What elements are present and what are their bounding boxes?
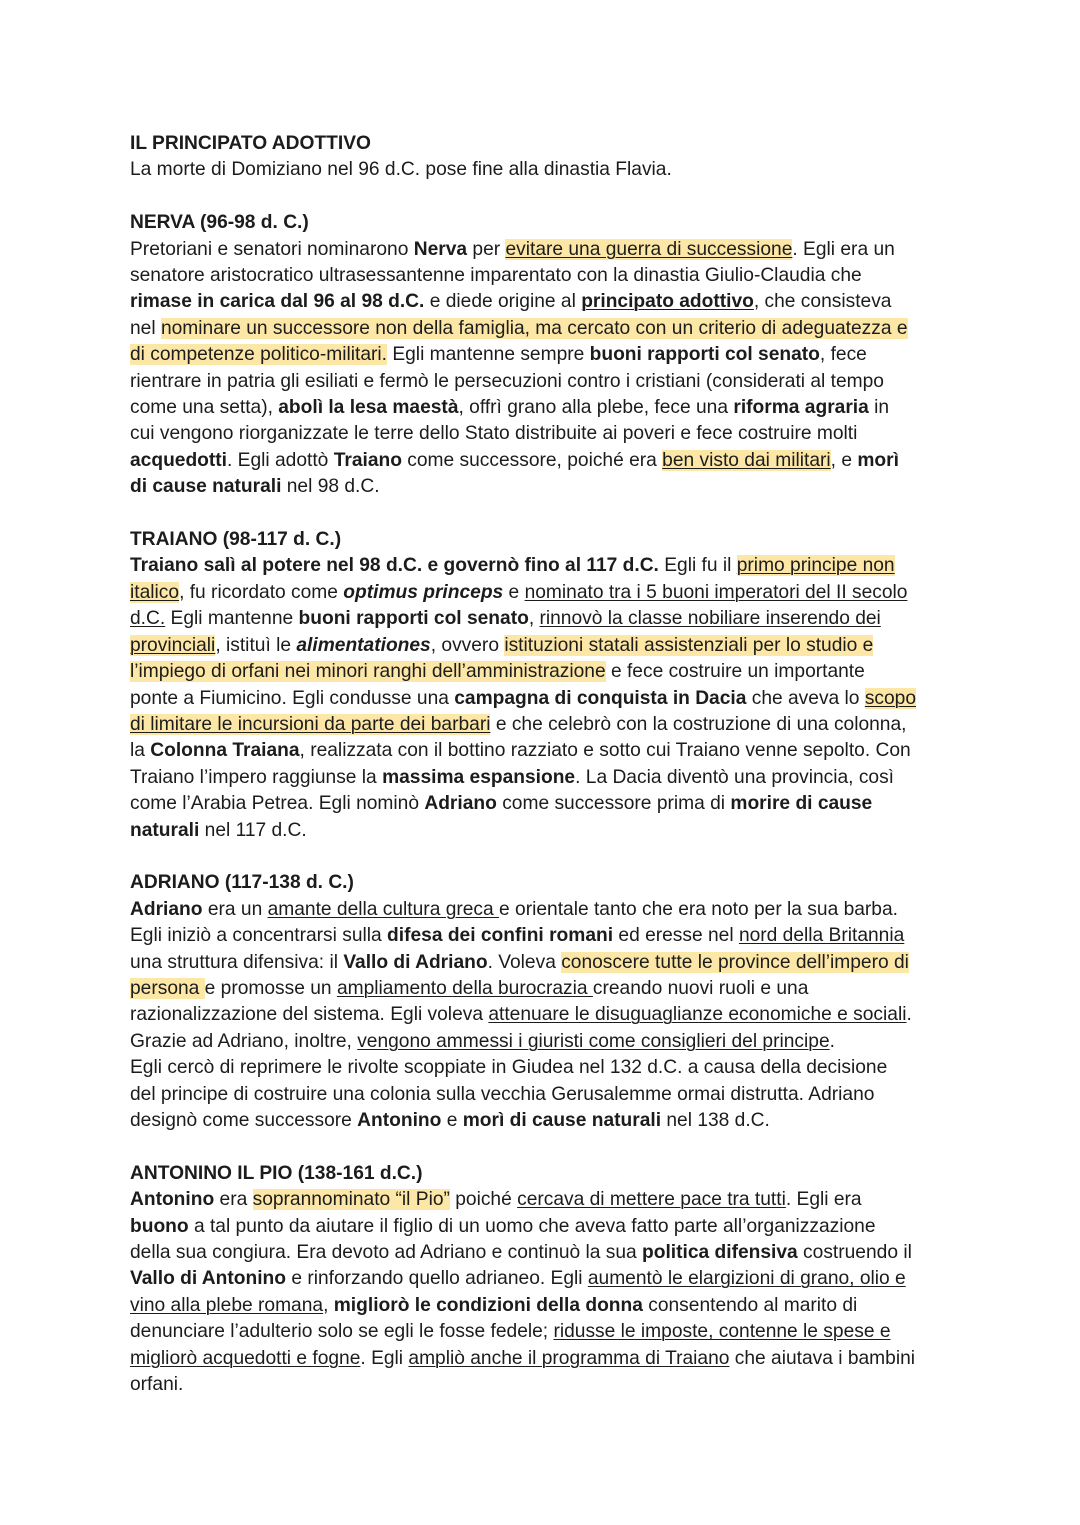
section-paragraph — [130, 157, 960, 183]
text-run: orfani. — [130, 1374, 184, 1396]
section-heading: TRAIANO (98-117 d. C.) — [130, 529, 342, 551]
bold-text: acquedotti — [130, 449, 228, 471]
text-run: e promosse un — [204, 977, 337, 999]
bold-text: di cause naturali — [130, 476, 282, 498]
text-run: e rinforzando quello adrianeo. Egli — [285, 1268, 588, 1290]
text-run: , fece — [819, 344, 867, 366]
document-page — [130, 131, 960, 1425]
underlined-text: amante della cultura greca — [267, 898, 500, 920]
section-heading: ANTONINO IL PIO (138-161 d.C.) — [130, 1162, 423, 1184]
text-run: e — [503, 581, 525, 603]
text-line — [130, 1293, 960, 1319]
text-run: . — [906, 1004, 912, 1026]
text-line — [130, 448, 960, 474]
text-run: poiché — [449, 1189, 518, 1211]
text-run: costruendo il — [797, 1242, 912, 1263]
text-run: La morte di Domiziano nel 96 d.C. pose fine alla dinastia Flavia. — [130, 159, 672, 181]
bold-text: campagna di conquista in Dacia — [454, 687, 747, 709]
section — [130, 527, 960, 844]
bold-text: Vallo di Adriano — [343, 951, 488, 973]
bold-text: Traiano — [333, 449, 402, 471]
bold-text: optimus princeps — [343, 581, 504, 603]
text-run: Egli cercò di reprimere le rivolte scoppiate in Giudea nel 132 d.C. a causa della decisione — [130, 1057, 888, 1079]
bold-text: Colonna Traiana — [150, 740, 300, 762]
text-run: ed eresse nel — [613, 925, 739, 947]
text-line — [130, 1029, 960, 1055]
text-run: e che celebrò con la costruzione di una colonna, — [490, 713, 907, 735]
underlined-text: nominato tra i 5 buoni imperatori del II secolo — [524, 581, 908, 603]
bold-text: Vallo di Antonino — [130, 1268, 286, 1290]
text-run: razionalizzazione del sistema. Egli voleva — [130, 1004, 489, 1026]
underlined-text: ampliamento della burocrazia — [336, 977, 593, 999]
highlighted-text: soprannominato “il Pio” — [252, 1189, 450, 1211]
underlined-text: vengono ammessi i giuristi come consiglieri del principe — [357, 1030, 830, 1052]
bold-text: buono — [130, 1215, 189, 1237]
text-run: , — [323, 1294, 334, 1316]
underlined-text: attenuare le disuguaglianze economiche e sociali — [488, 1004, 907, 1026]
section — [130, 1161, 960, 1399]
highlighted-text: provinciali — [130, 634, 216, 656]
text-line — [130, 923, 960, 949]
bold-text: buoni rapporti col senato — [589, 344, 820, 366]
text-run: della sua congiura. Era devoto ad Adriano e continuò la sua — [130, 1242, 643, 1263]
text-run: ponte a Fiumicino. Egli condusse una — [130, 687, 455, 709]
text-run: che aveva lo — [746, 687, 865, 709]
text-run: , ovvero — [430, 634, 505, 656]
text-run: Egli mantenne — [165, 608, 299, 630]
highlighted-text: istituzioni statali assistenziali per lo studio e — [504, 634, 874, 656]
underlined-text: cercava di mettere pace tra tutti — [517, 1189, 786, 1211]
underlined-text: ampliò anche il programma di Traiano — [408, 1347, 730, 1369]
text-run: designò come successore — [130, 1109, 358, 1131]
text-run: Egli fu il — [658, 555, 737, 577]
text-run: , fu ricordato come — [179, 581, 344, 603]
bold-text: politica difensiva — [642, 1242, 798, 1263]
highlighted-text: di limitare le incursioni da parte dei barbari — [130, 713, 491, 735]
text-run: creando nuovi ruoli e una — [592, 977, 809, 999]
text-line — [130, 421, 960, 447]
text-run: nel 117 d.C. — [199, 819, 307, 841]
text-run: e — [441, 1109, 463, 1131]
text-line — [130, 633, 960, 659]
text-run: . Egli era — [785, 1189, 862, 1211]
text-run: come l’Arabia Petrea. Egli nominò — [130, 793, 425, 815]
highlighted-text: persona — [130, 977, 205, 999]
bold-text: abolì la lesa maestà — [278, 397, 459, 419]
bold-text: Adriano — [424, 793, 497, 815]
bold-text: Traiano salì al potere nel 98 d.C. e governò fino al 117 d.C. — [130, 555, 659, 577]
section-paragraph — [130, 237, 960, 501]
text-line — [130, 712, 960, 738]
text-run: del principe di costruire una colonia sulla vecchia Gerusalemme ormai distrutta. Adriano — [130, 1083, 875, 1105]
text-line — [130, 659, 960, 685]
text-line — [130, 818, 960, 844]
text-run: denunciare l’adulterio solo se egli le fosse fedele; — [130, 1321, 554, 1343]
bold-text: morire di cause — [730, 793, 873, 815]
text-run: per — [467, 238, 506, 260]
section-paragraph — [130, 897, 960, 1135]
text-run: Pretoriani e senatori nominarono — [130, 238, 414, 260]
text-run: , offrì grano alla plebe, fece una — [458, 397, 734, 419]
text-line — [130, 289, 960, 315]
bold-text: massima espansione — [382, 766, 576, 788]
highlighted-text: scopo — [864, 687, 917, 709]
text-line — [130, 1108, 960, 1134]
bold-text: alimentationes — [296, 634, 431, 656]
section-paragraph — [130, 553, 960, 843]
text-run: e diede origine al — [424, 291, 582, 313]
text-run: e fece costruire un importante — [605, 661, 865, 683]
highlighted-text: primo principe non — [736, 555, 895, 577]
text-line — [130, 606, 960, 632]
bold-text: difesa dei confini romani — [387, 925, 614, 947]
highlighted-text: di competenze politico-militari. — [130, 344, 387, 366]
text-line — [130, 686, 960, 712]
document-body — [130, 131, 960, 1398]
bold-text: morì — [857, 449, 899, 471]
bold-text: riforma agraria — [733, 397, 869, 419]
text-line — [130, 765, 960, 791]
text-line — [130, 976, 960, 1002]
section-paragraph — [130, 1187, 960, 1398]
text-run: in — [868, 397, 890, 419]
text-run: come una setta), — [130, 397, 279, 419]
section-heading: NERVA (96-98 d. C.) — [130, 212, 309, 234]
text-line — [130, 1187, 960, 1213]
underlined-text: migliorò acquedotti e fogne — [130, 1347, 361, 1369]
highlighted-text: evitare una guerra di successione — [505, 238, 793, 260]
text-run: a tal punto da aiutare il figlio di un uomo che aveva fatto parte all’organizzazione — [188, 1215, 876, 1237]
text-line — [130, 1082, 960, 1108]
bold-text: buoni rapporti col senato — [298, 608, 529, 630]
text-run: Egli mantenne sempre — [387, 344, 590, 366]
text-run: Traiano l’impero raggiunse la — [130, 766, 383, 788]
section — [130, 131, 960, 184]
underlined-text: vino alla plebe romana — [130, 1294, 324, 1316]
text-line — [130, 1002, 960, 1028]
text-line — [130, 553, 960, 579]
text-run: cui vengono riorganizzate le terre dello Stato distribuite ai poveri e fece costruire molti — [130, 423, 858, 445]
bold-text: naturali — [130, 819, 200, 841]
text-run: era — [214, 1189, 253, 1211]
bold-text: migliorò le condizioni della donna — [333, 1294, 643, 1316]
text-run: Grazie ad Adriano, inoltre, — [130, 1030, 358, 1052]
text-run: rientrare in patria gli esiliati e fermò le persecuzioni contro i cristiani (considerati al tempo — [130, 370, 884, 392]
bold-text: Antonino — [130, 1189, 215, 1211]
highlighted-text: italico — [130, 581, 180, 603]
highlighted-text: nominare un successore non della famiglia, ma cercato con un criterio di adeguatezza e — [160, 317, 908, 339]
text-line — [130, 1319, 960, 1345]
text-run: . Egli — [360, 1347, 409, 1369]
text-run: , realizzata con il bottino razziato e sotto cui Traiano venne sepolto. Con — [299, 740, 911, 762]
text-line — [130, 791, 960, 817]
text-run: , che consisteva — [753, 291, 892, 313]
underlined-text: d.C. — [130, 608, 166, 630]
underlined-text: rinnovò la classe nobiliare inserendo dei — [539, 608, 881, 630]
text-line — [130, 395, 960, 421]
text-run: come successore, poiché era — [401, 449, 663, 471]
underlined-text: principato adottivo — [581, 291, 754, 313]
text-line — [130, 1240, 960, 1266]
text-run: la — [130, 740, 151, 762]
text-run: nel 98 d.C. — [281, 476, 380, 498]
text-line — [130, 1372, 960, 1398]
bold-text: Adriano — [130, 898, 203, 920]
underlined-text: aumentò le elargizioni di grano, olio e — [587, 1268, 906, 1290]
text-line — [130, 237, 960, 263]
text-run: Egli iniziò a concentrarsi sulla — [130, 925, 388, 947]
highlighted-text: conoscere tutte le province dell’impero di — [561, 951, 909, 973]
text-line — [130, 1055, 960, 1081]
text-run: e orientale tanto che era noto per la sua barba. — [499, 898, 898, 920]
text-line — [130, 950, 960, 976]
section — [130, 870, 960, 1134]
underlined-text: ridusse le imposte, contenne le spese e — [553, 1321, 891, 1343]
text-run: nel 138 d.C. — [661, 1109, 770, 1131]
text-run: una struttura difensiva: il — [130, 951, 344, 973]
highlighted-text: ben visto dai militari — [662, 449, 831, 471]
text-run: . Voleva — [487, 951, 562, 973]
text-run: . Egli era un — [792, 238, 895, 260]
text-line — [130, 369, 960, 395]
text-line — [130, 157, 960, 183]
section-heading: IL PRINCIPATO ADOTTIVO — [130, 133, 371, 154]
underlined-text: nord della Britannia — [738, 925, 905, 947]
bold-text: rimase in carica dal 96 al 98 d.C. — [130, 291, 425, 313]
text-run: come successore prima di — [496, 793, 731, 815]
text-run: senatore aristocratico ultrasessantenne imparentato con la dinastia Giulio-Claudia che — [130, 265, 862, 287]
text-run: , — [528, 608, 540, 630]
text-run: . Egli adottò — [227, 449, 334, 471]
text-line — [130, 738, 960, 764]
text-run: consentendo al marito di — [642, 1294, 858, 1316]
text-run: , e — [830, 449, 858, 471]
section — [130, 210, 960, 500]
text-line — [130, 1266, 960, 1292]
text-run: , istituì le — [215, 634, 297, 656]
text-line — [130, 316, 960, 342]
highlighted-text: l’impiego di orfani nei minori ranghi dell’amministrazione — [130, 661, 606, 683]
text-line — [130, 1346, 960, 1372]
bold-text: Nerva — [413, 238, 468, 260]
text-line — [130, 474, 960, 500]
text-line — [130, 580, 960, 606]
text-run: che aiutava i bambini — [729, 1347, 916, 1369]
text-line — [130, 1214, 960, 1240]
text-run: . La Dacia diventò una provincia, così — [575, 766, 895, 788]
text-run: . — [829, 1030, 835, 1052]
text-line — [130, 342, 960, 368]
bold-text: morì di cause naturali — [462, 1109, 662, 1131]
text-run: nel — [130, 317, 161, 339]
text-line — [130, 897, 960, 923]
section-heading: ADRIANO (117-138 d. C.) — [130, 872, 354, 894]
text-line — [130, 263, 960, 289]
text-run: era un — [202, 898, 268, 920]
bold-text: Antonino — [357, 1109, 442, 1131]
